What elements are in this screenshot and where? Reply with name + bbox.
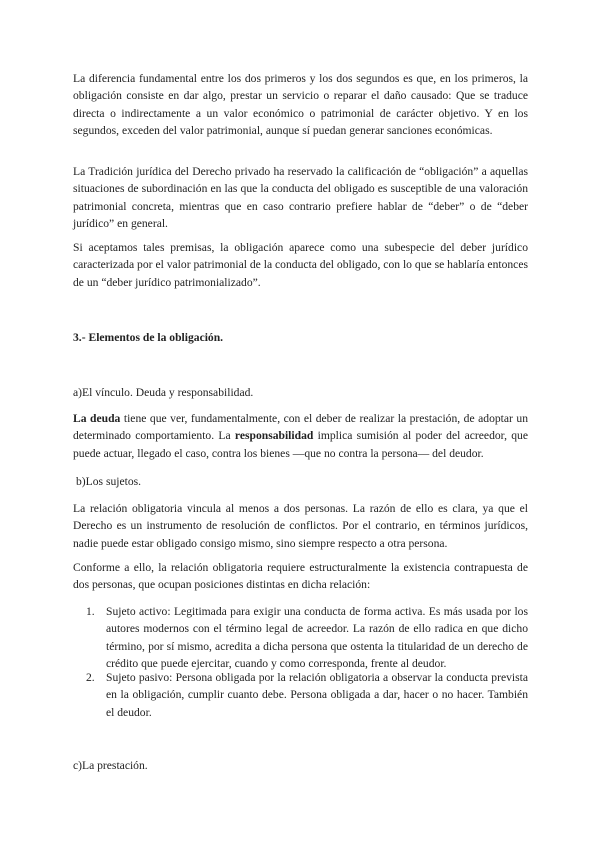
deuda-term: La deuda xyxy=(73,412,121,425)
prestacion-title: c)La prestación. xyxy=(73,759,148,772)
list-item-sujeto-pasivo xyxy=(86,669,528,721)
paragraph-tradition: La Tradición jurídica del Derecho privado ha reservado la calificación de “obligación” a aquellas situaciones de subordinación en las que la conducta del obligado es susceptible de una valoración patrimonial concreta, mientras que en caso contrario prefiere hablar de “deber” o de “deber jurídico” en general. xyxy=(73,165,528,231)
list-text: Sujeto pasivo: Persona obligada por la relación obligatoria a observar la conducta prevista en la obligación, cumplir cuanto debe. Persona obligada a dar, hacer o no hacer. También el deudor. xyxy=(106,671,528,719)
section-heading: 3.- Elementos de la obligación. xyxy=(73,331,224,344)
list-text: Sujeto activo: Legitimada para exigir una conducta de forma activa. Es más usada por los autores modernos con el término legal de acreedor. La razón de ello radica en que dicho término, por sí mismo, acredita a dicha persona que ostenta la titularidad de un derecho de crédito que puede ejercitar, cuando y como corresponda, frente al deudor. xyxy=(106,605,528,671)
paragraph-premises: Si aceptamos tales premisas, la obligación aparece como una subespecie del deber jurídico caracterizada por el valor patrimonial de la conducta del obligado, con lo que se hablaría entonces de un “deber jurídico patrimonializado”. xyxy=(73,241,528,289)
list-number: 1. xyxy=(86,605,95,618)
responsabilidad-text: implica sumisión al poder del acreedor, que puede actuar, llegado el caso, contra los bienes —que no contra la persona— del deudor. xyxy=(73,429,528,460)
paragraph-deuda xyxy=(73,410,528,462)
paragraph-relacion: La relación obligatoria vincula al menos a dos personas. La razón de ello es clara, ya que el Derecho es un instrumento de resolución de conflictos. Por el contrario, en términos jurídicos, nadie puede estar obligado consigo mismo, sino siempre respecto a otra persona. xyxy=(73,502,528,550)
paragraph-difference: La diferencia fundamental entre los dos primeros y los dos segundos es que, en los primeros, la obligación consiste en dar algo, prestar un servicio o reparar el daño causado: Que se traduce directa o indirectamente a un valor económico o patrimonial de carácter objetivo. Y en los segundos, exceden del valor patrimonial, aunque sí puedan generar sanciones económicas. xyxy=(73,72,528,138)
deuda-text: tiene que ver, fundamentalmente, con el deber de realizar la prestación, de adoptar un determinado comportamiento. La xyxy=(73,412,529,443)
paragraph-conforme: Conforme a ello, la relación obligatoria requiere estructuralmente la existencia contrapuesta de dos personas, que ocupan posiciones distintas en dicha relación: xyxy=(73,561,528,592)
sujetos-title: b)Los sujetos. xyxy=(76,475,142,488)
responsabilidad-term: responsabilidad xyxy=(234,429,314,443)
vinculo-title: a)El vínculo. Deuda y responsabilidad. xyxy=(73,386,254,399)
list-item-sujeto-activo xyxy=(86,603,528,673)
list-number: 2. xyxy=(86,671,95,684)
